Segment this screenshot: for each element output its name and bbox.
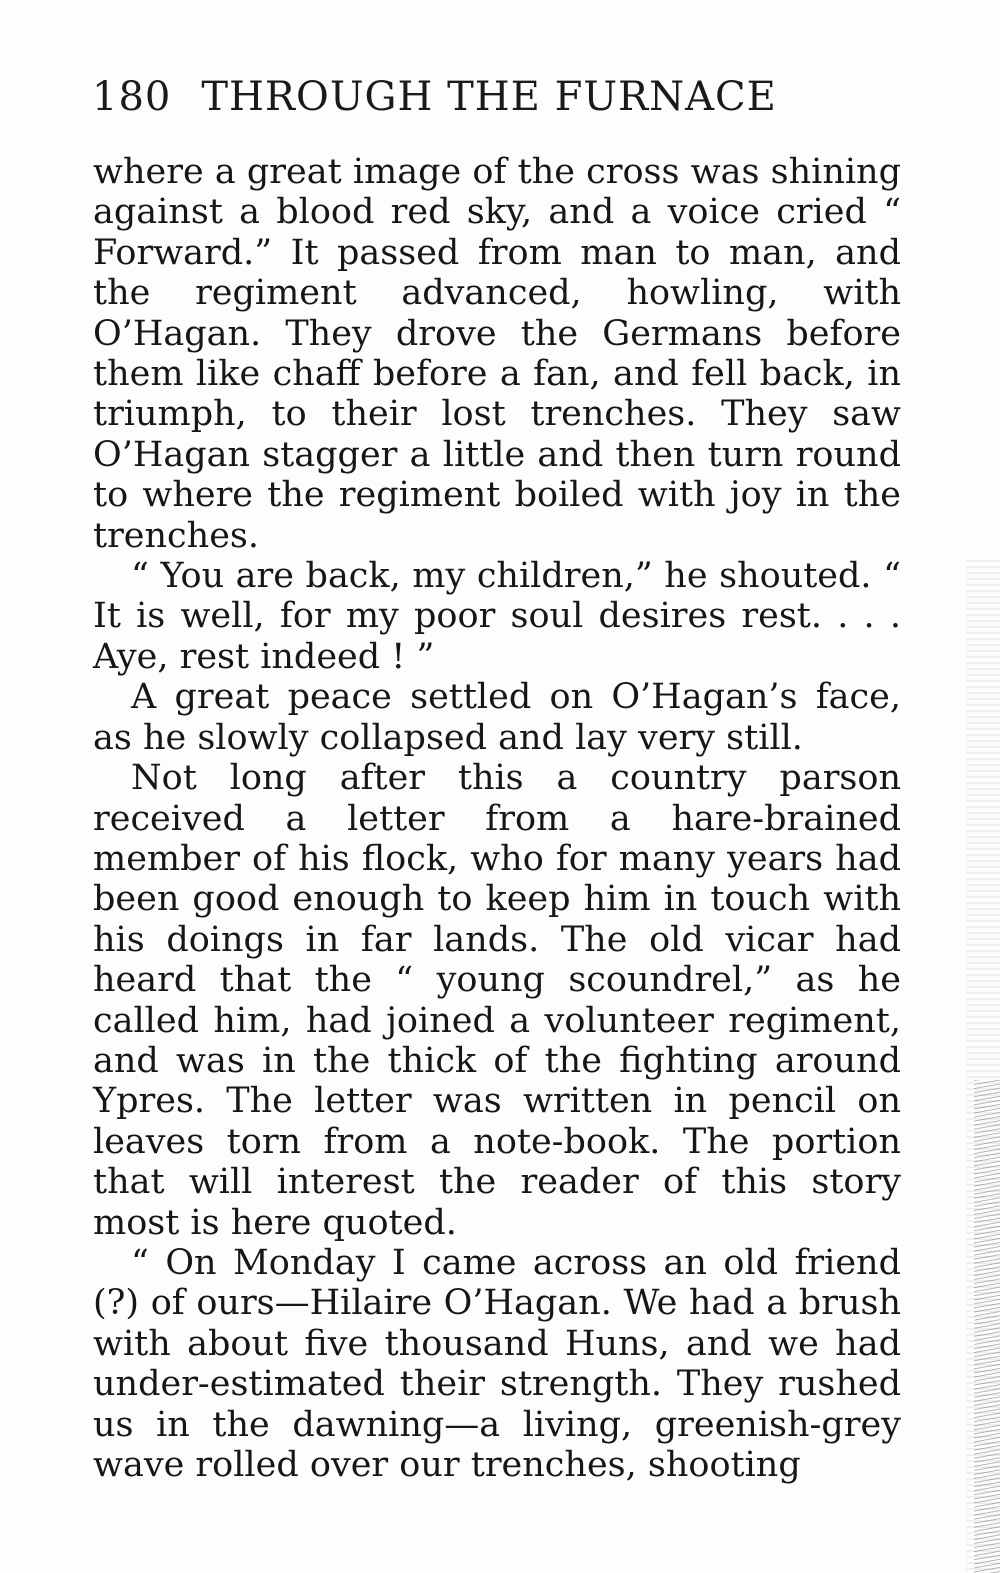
running-header xyxy=(92,74,912,120)
running-title: THROUGH THE FURNACE xyxy=(201,74,777,120)
page-number: 180 xyxy=(92,74,172,120)
page-edge-binding xyxy=(974,1080,1000,1573)
paragraph-continued: where a great image of the cross was shining against a blood red sky, and a voice cried “ Forward.” It passed from man to man, and the regiment advanced, howling, with O’Hagan. They drove the Germans before them like chaff before a fan, and fell back, in triumph, to their lost trenches. They saw O’Hagan stagger a little and then turn round to where the regiment boiled with joy in the trenches. xyxy=(93,152,901,556)
paragraph-parson-letter: Not long after this a country parson received a letter from a hare-brained member of his flock, who for many years had been good enough to keep him in touch with his doings in far lands. The old vicar had heard that the “ young scoundrel,” as he called him, had joined a volunteer regiment, and was in the thick of the fighting around Ypres. The letter was written in pencil on leaves torn from a note-book. The portion that will interest the reader of this story most is here quoted. xyxy=(93,758,901,1243)
body-text xyxy=(93,152,901,1485)
paragraph-ohagan-speech: “ You are back, my children,” he shouted. “ It is well, for my poor soul desires rest. . . . Aye, rest indeed ! ” xyxy=(93,556,901,677)
paragraph-letter-quote: “ On Monday I came across an old friend (?) of ours—Hilaire O’Hagan. We had a brush with about five thousand Huns, and we had under-estimated their strength. They rushed us in the dawning—a living, greenish-grey wave rolled over our trenches, shooting xyxy=(93,1242,901,1485)
paragraph-ohagan-death: A great peace settled on O’Hagan’s face, as he slowly collapsed and lay very still. xyxy=(93,677,901,758)
